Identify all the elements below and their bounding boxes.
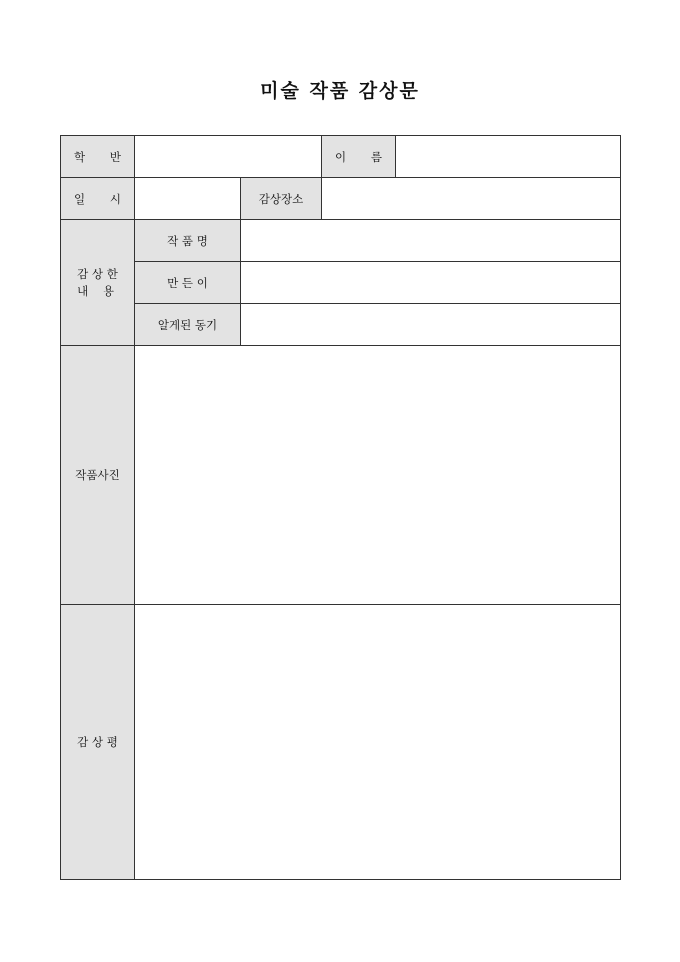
class-label-part1: 학	[74, 149, 86, 164]
photo-row	[61, 346, 621, 605]
class-label	[61, 136, 135, 178]
photo-area[interactable]	[135, 346, 621, 605]
motive-label: 알게된 동기	[135, 304, 241, 346]
name-label-part1: 이	[335, 149, 347, 164]
creator-label: 만 든 이	[135, 262, 241, 304]
content-label-line2: 내 용	[77, 283, 115, 298]
work-title-field[interactable]	[241, 220, 621, 262]
page-title: 미술 작품 감상문	[260, 80, 420, 102]
place-label: 감상장소	[241, 178, 322, 220]
work-title-label: 작 품 명	[135, 220, 241, 262]
photo-label: 작품사진	[61, 346, 135, 605]
motive-field[interactable]	[241, 304, 621, 346]
date-label	[61, 178, 135, 220]
date-field[interactable]	[135, 178, 241, 220]
work-title-row	[61, 220, 621, 262]
content-label-line1: 감 상 한	[77, 266, 118, 281]
class-name-row	[61, 136, 621, 178]
class-label-part2: 반	[109, 149, 121, 164]
class-field[interactable]	[135, 136, 322, 178]
creator-field[interactable]	[241, 262, 621, 304]
place-field[interactable]	[322, 178, 621, 220]
name-label	[322, 136, 396, 178]
date-label-part2: 시	[109, 191, 121, 206]
content-label	[61, 220, 135, 346]
name-label-part2: 름	[370, 149, 382, 164]
motive-row	[61, 304, 621, 346]
appreciation-form	[60, 135, 621, 880]
date-place-row	[61, 178, 621, 220]
review-area[interactable]	[135, 605, 621, 880]
date-label-part1: 일	[74, 191, 86, 206]
name-field[interactable]	[396, 136, 621, 178]
creator-row	[61, 262, 621, 304]
review-label: 감 상 평	[61, 605, 135, 880]
review-row	[61, 605, 621, 880]
